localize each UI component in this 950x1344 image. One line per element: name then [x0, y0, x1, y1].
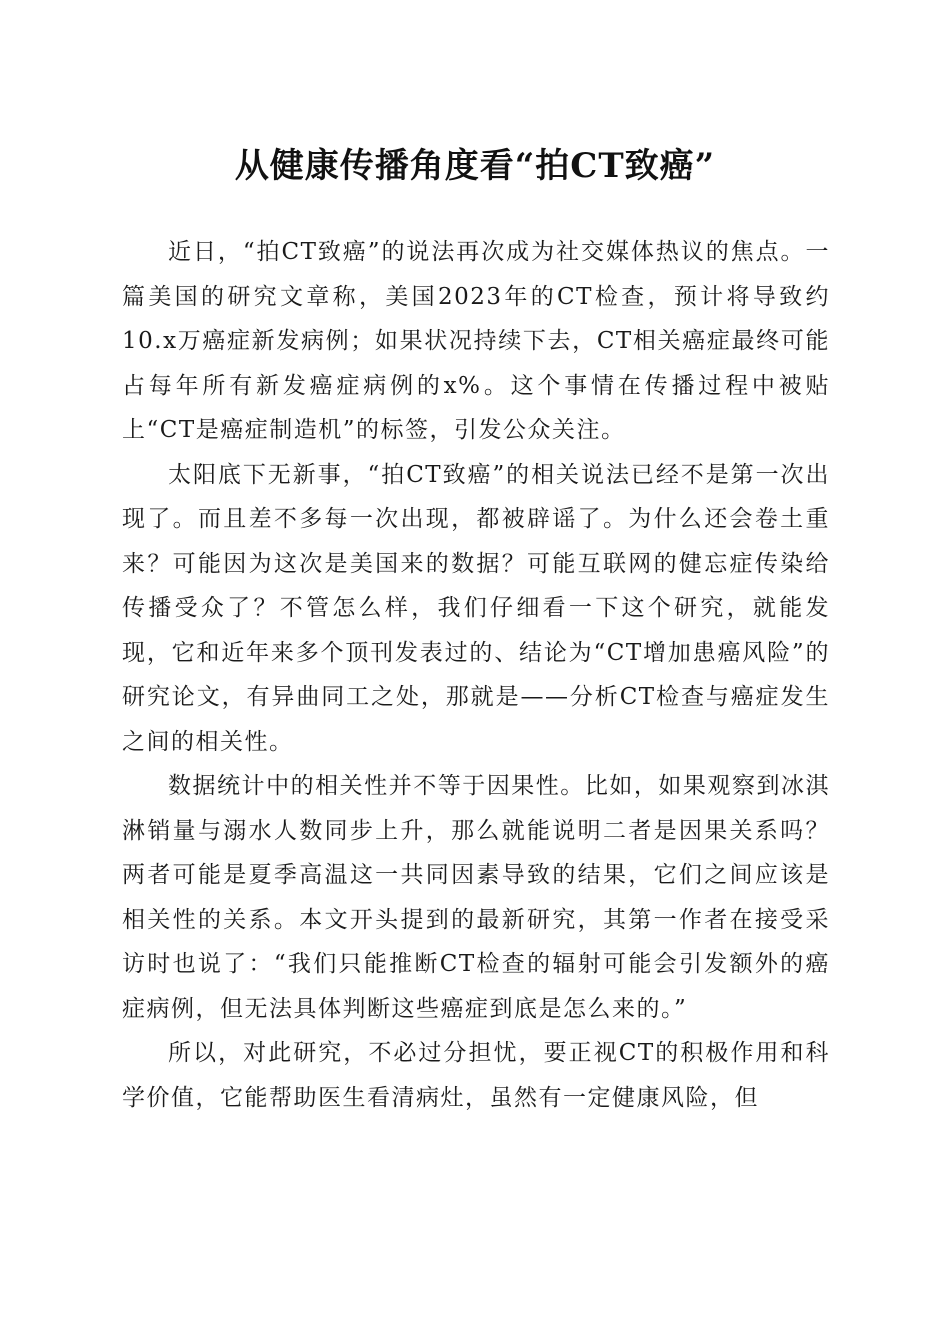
paragraph-2: 太阳底下无新事，“拍CT致癌”的相关说法已经不是第一次出现了。而且差不多每一次出现，都被辟谣了。为什么还会卷土重来？可能因为这次是美国来的数据？可能互联网的健忘症传染给传播受众了？不管怎么样，我们仔细看一下这个研究，就能发现，它和近年来多个顶刊发表过的、结论为“CT增加患癌风险”的研究论文，有异曲同工之处，那就是——分析CT检查与癌症发生之间的相关性。: [122, 461, 830, 755]
paragraph-3: 数据统计中的相关性并不等于因果性。比如，如果观察到冰淇淋销量与溺水人数同步上升，那么就能说明二者是因果关系吗？两者可能是夏季高温这一共同因素导致的结果，它们之间应该是相关性的关系。本文开头提到的最新研究，其第一作者在接受采访时也说了：“我们只能推断CT检查的辐射可能会引发额外的癌症病例，但无法具体判断这些癌症到底是怎么来的。”: [122, 773, 830, 1022]
document-title: 从健康传播角度看“拍CT致癌”: [234, 146, 716, 186]
document-body: [122, 230, 830, 1120]
paragraph-1: 近日，“拍CT致癌”的说法再次成为社交媒体热议的焦点。一篇美国的研究文章称，美国2023年的CT检查，预计将导致约10.x万癌症新发病例；如果状况持续下去，CT相关癌症最终可能占每年所有新发癌症病例的x%。这个事情在传播过程中被贴上“CT是癌症制造机”的标签，引发公众关注。: [122, 239, 830, 443]
paragraph-4: 所以，对此研究，不必过分担忧，要正视CT的积极作用和科学价值，它能帮助医生看清病灶，虽然有一定健康风险，但: [122, 1040, 830, 1111]
